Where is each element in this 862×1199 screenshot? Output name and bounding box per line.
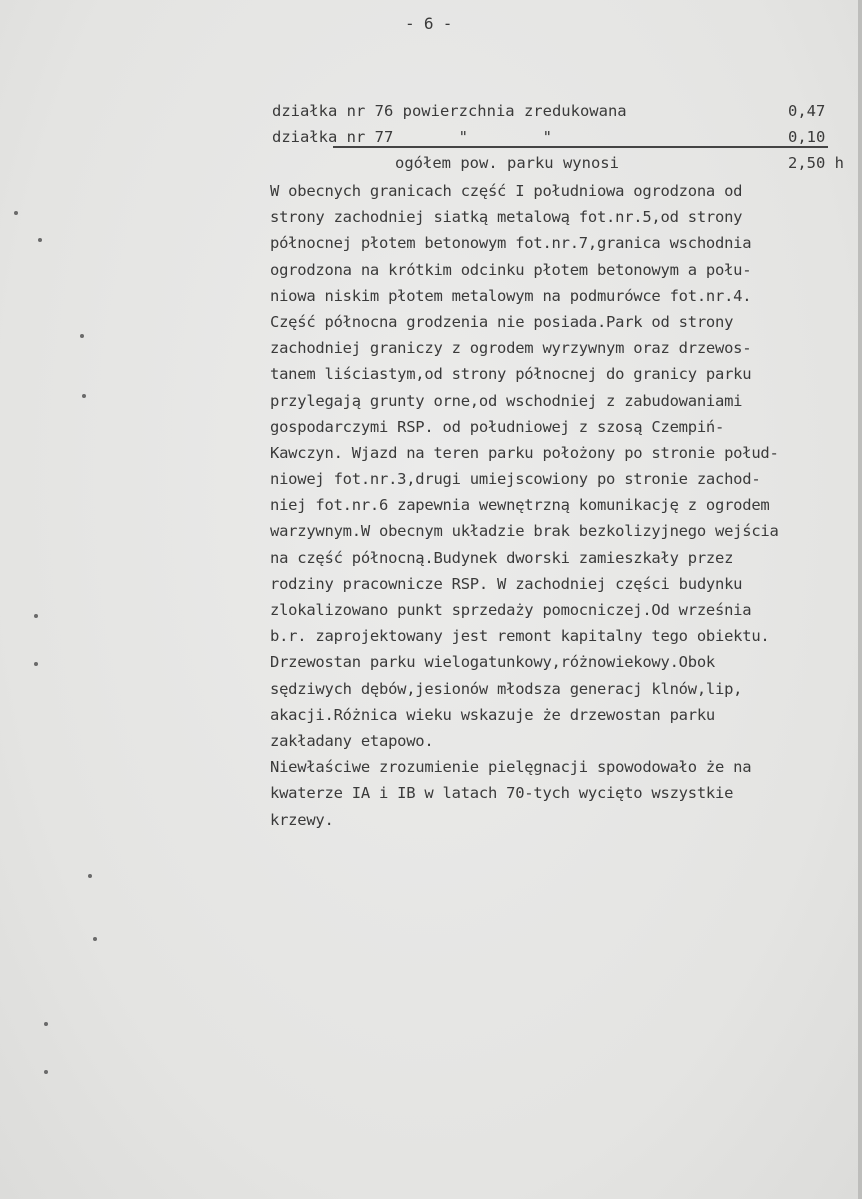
summary-row-label: działka nr 77 " "	[272, 128, 552, 146]
summary-total-value: 2,50 h	[788, 154, 844, 172]
text-line: przylegają grunty orne,od wschodniej z zabudowaniami	[270, 391, 743, 410]
text-line: Drzewostan parku wielogatunkowy,różnowiekowy.Obok	[270, 653, 716, 672]
text-line: niowa niskim płotem metalowym na podmurówce fot.nr.4.	[270, 286, 752, 305]
sum-underline	[333, 146, 828, 148]
page-number: - 6 -	[405, 14, 453, 33]
punch-hole-mark	[80, 334, 84, 338]
text-line: Część północna grodzenia nie posiada.Park od strony	[270, 312, 734, 331]
punch-hole-mark	[38, 238, 42, 242]
text-line: b.r. zaprojektowany jest remont kapitalny tego obiektu.	[270, 627, 770, 646]
text-line: gospodarczymi RSP. od południowej z szosą Czempiń-	[270, 417, 725, 436]
punch-hole-mark	[14, 211, 18, 215]
text-line: sędziwych dębów,jesionów młodsza generacj klnów,lip,	[270, 679, 743, 698]
text-line: zakładany etapowo.	[270, 731, 434, 750]
text-line: kwaterze IA i IB w latach 70-tych wycięto wszystkie	[270, 784, 734, 803]
text-line: północnej płotem betonowym fot.nr.7,granica wschodnia	[270, 234, 752, 253]
summary-row-value: 0,47	[788, 102, 826, 120]
body-paragraph	[270, 178, 855, 833]
text-line: zachodniej graniczy z ogrodem wyrzywnym oraz drzewos-	[270, 339, 752, 358]
summary-row-label: działka nr 76 powierzchnia zredukowana	[272, 102, 627, 120]
text-line: zlokalizowano punkt sprzedaży pomocniczej.Od września	[270, 601, 752, 619]
text-line: strony zachodniej siatką metalową fot.nr.5,od strony	[270, 208, 743, 227]
text-line: W obecnych granicach część I południowa ogrodzona od	[270, 182, 743, 200]
punch-hole-mark	[34, 662, 38, 666]
text-line: Niewłaściwe zrozumienie pielęgnacji spowodowało że na	[270, 758, 752, 777]
text-line: Kawczyn. Wjazd na teren parku położony po stronie połud-	[270, 443, 779, 462]
punch-hole-mark	[44, 1070, 48, 1074]
text-line: ogrodzona na krótkim odcinku płotem betonowym a połu-	[270, 260, 752, 279]
text-line: niej fot.nr.6 zapewnia wewnętrzną komunikację z ogrodem	[270, 496, 770, 515]
text-line: warzywnym.W obecnym układzie brak bezkolizyjnego wejścia	[270, 522, 779, 541]
text-line: niowej fot.nr.3,drugi umiejscowiony po stronie zachod-	[270, 470, 761, 489]
punch-hole-mark	[93, 937, 97, 941]
text-line: na część północną.Budynek dworski zamieszkały przez	[270, 548, 734, 567]
text-line: krzewy.	[270, 810, 334, 829]
punch-hole-mark	[88, 874, 92, 878]
text-line: tanem liściastym,od strony północnej do granicy parku	[270, 365, 752, 384]
text-line: akacji.Różnica wieku wskazuje że drzewostan parku	[270, 705, 716, 724]
text-line: rodziny pracownicze RSP. W zachodniej części budynku	[270, 574, 743, 593]
punch-hole-mark	[44, 1022, 48, 1026]
punch-hole-mark	[34, 614, 38, 618]
summary-row-value: 0,10	[788, 128, 826, 146]
summary-total-label: ogółem pow. parku wynosi	[395, 154, 619, 172]
punch-hole-mark	[82, 394, 86, 398]
